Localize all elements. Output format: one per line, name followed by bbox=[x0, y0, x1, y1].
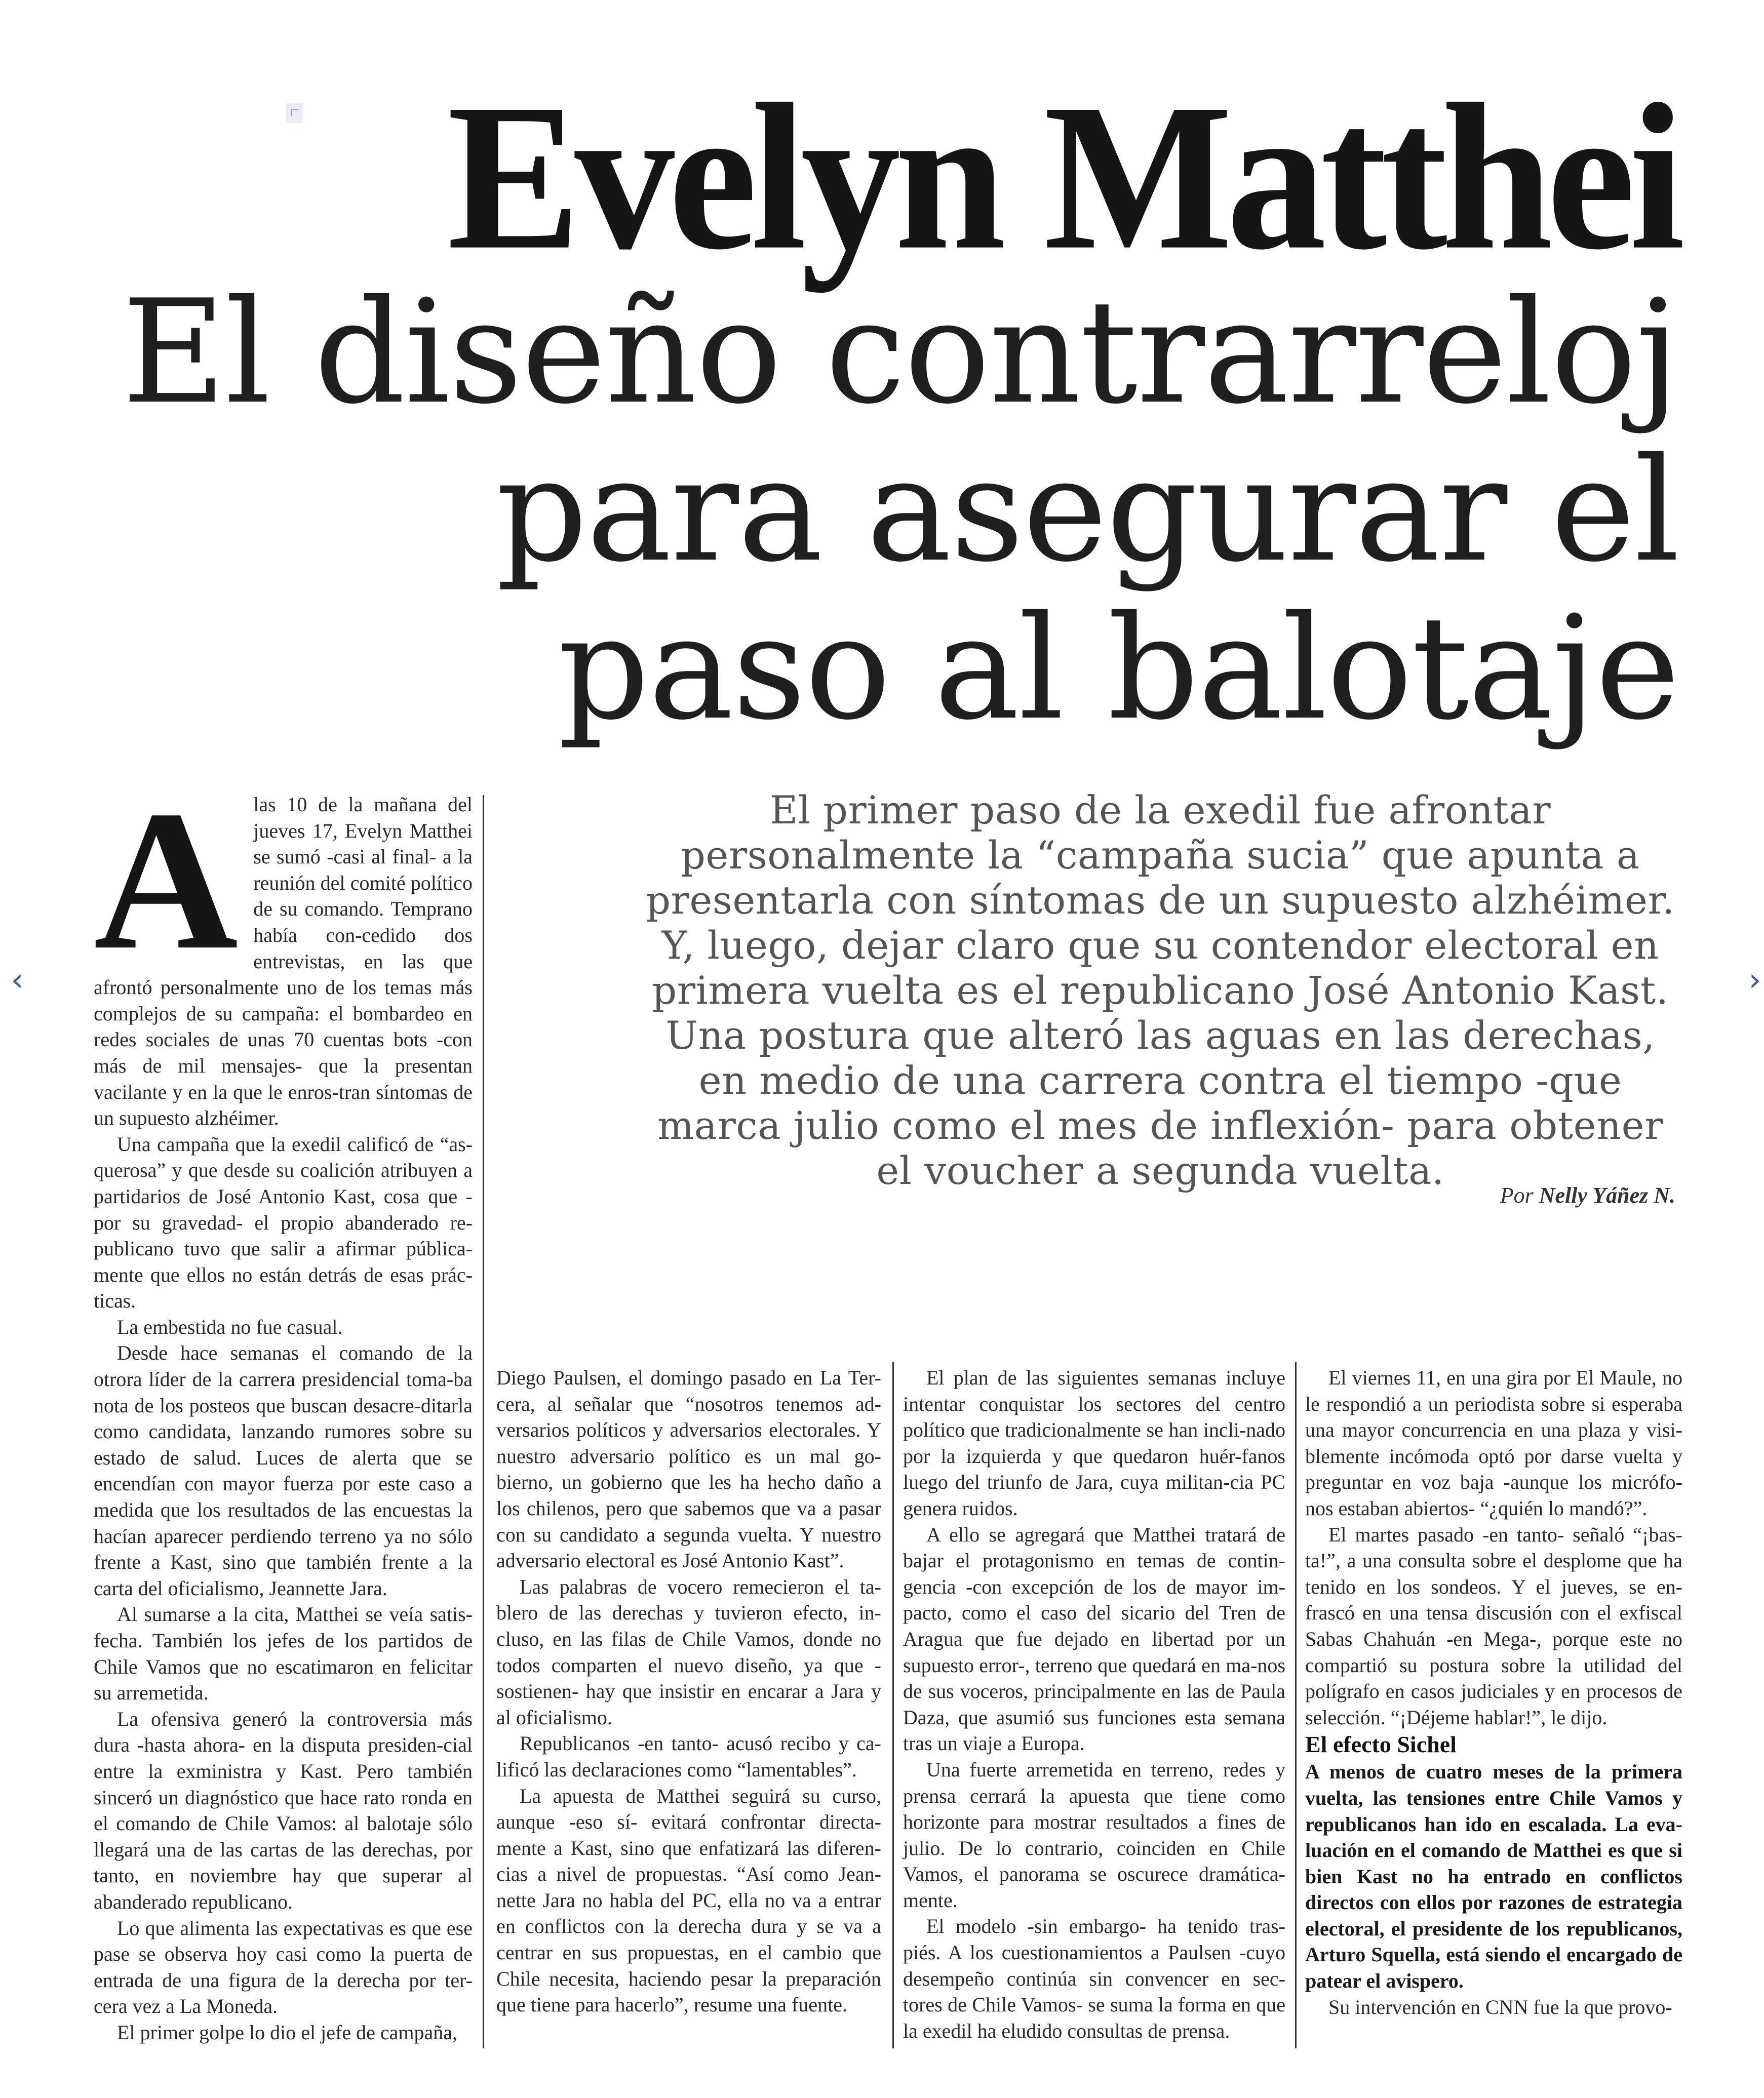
paragraph: las 10 de la mañana del jueves 17, Evelyn Matthei se sumó -casi al final- a la reunión del comité político de su comando. Temprano había con-cedido dos entrevistas, en las que afrontó personalmente uno de los temas más complejos de su campaña: el bombardeo en redes sociales de unas 70 cuentas bots -con más de mil mensajes- que la presentan vacilante y en la que le enros-tran síntomas de un supuesto alzhéimer. bbox=[94, 793, 473, 1130]
byline bbox=[1500, 1182, 1675, 1208]
paragraph: Desde hace semanas el comando de la otrora líder de la carrera presidencial toma-ba nota de los posteos que buscan desacre-ditarla como candidata, lanzando rumores sobre su estado de salud. Luces de alerta que se encendían con mayor fuerza por este caso a medida que los resultados de las encuestas la hacían aparecer perdiendo terreno ya no sólo frente a Kast, sino que también frente a la carta del oficialismo, Jeannette Jara. bbox=[94, 1341, 473, 1600]
paragraph: Lo que alimenta las expectativas es que ese pase se observa hoy casi como la puerta de entrada de una figura de la derecha por ter-cera vez a La Moneda. bbox=[94, 1916, 473, 2018]
paragraph: El viernes 11, en una gira por El Maule, no le respondió a un periodista sobre si esperaba una mayor concurrencia en una plaza y visi-blemente incómoda optó por darse vuelta y preguntar en voz baja -aunque los micrófo-nos estaban abiertos- “¿quién lo mandó?”. bbox=[1305, 1366, 1682, 1520]
column-rule bbox=[483, 795, 484, 2048]
paragraph: Una fuerte arremetida en terreno, redes y prensa cerrará la apuesta que tiene como horizonte para mostrar resultados a fines de julio. De lo contrario, coinciden en Chile Vamos, el panorama se oscurece dramática-mente. bbox=[903, 1758, 1285, 1912]
paragraph: El primer golpe lo dio el jefe de campaña, bbox=[117, 2021, 457, 2044]
next-page-arrow-icon[interactable]: › bbox=[1748, 961, 1761, 998]
column-rule bbox=[1295, 1362, 1297, 2048]
section-subhead: El efecto Sichel bbox=[1305, 1731, 1457, 1758]
paragraph: Al sumarse a la cita, Matthei se veía satis-fecha. También los jefes de los partidos de Chile Vamos que no escatimaron en felicitar su arremetida. bbox=[94, 1603, 473, 1705]
paragraph: La embestida no fue casual. bbox=[117, 1315, 343, 1338]
drop-cap: A bbox=[94, 770, 239, 991]
subtitle-line-3: paso al balotaje bbox=[558, 585, 1679, 751]
article-column-2 bbox=[496, 1365, 881, 2018]
paragraph: El plan de las siguientes semanas incluye intentar conquistar los sectores del centro político que tradicionalmente se han incli-nado por la izquierda y que quedaron huér-fanos luego del triunfo de Jara, cuya militan-cia PC genera ruidos. bbox=[903, 1366, 1285, 1520]
paragraph: La apuesta de Matthei seguirá su curso, aunque -eso sí- evitará confrontar directa-mente a Kast, sino que enfatizará las diferen-cias a nivel de propuestas. “Así como Jean-nette Jara no habla del PC, ella no va a entrar en conflictos con la derecha dura y se va a centrar en sus propuestas, en el cambio que Chile necesita, haciendo pesar la preparación que tiene para hacerlo”, resume una fuente. bbox=[496, 1784, 881, 2016]
headline-subtitle bbox=[122, 269, 1679, 751]
paragraph: El martes pasado -en tanto- señaló “¡bas-ta!”, a una consulta sobre el desplome que ha tenido en los sondeos. Y el jueves, se en-frascó en una tensa discusión con el exfiscal Sabas Chahuán -en Mega-, porque este no compartió su postura sobre la utilidad del polígrafo en casos judiciales y en procesos de selección. “¡Déjeme hablar!”, le dijo. bbox=[1305, 1523, 1682, 1729]
paragraph: Su intervención en CNN fue la que provo- bbox=[1328, 1995, 1672, 2018]
column-rule bbox=[892, 1362, 894, 2048]
paragraph: Una campaña que la exedil calificó de “as-querosa” y que desde su coalición atribuyen a partidarios de José Antonio Kast, cosa que -por su gravedad- el propio abanderado re-publicano tuvo que salir a afirmar pública-mente que ellos no están detrás de esas prác-ticas. bbox=[94, 1132, 473, 1313]
byline-prefix: Por bbox=[1500, 1183, 1534, 1208]
article-column-1 bbox=[94, 770, 473, 2046]
paragraph: Republicanos -en tanto- acusó recibo y ca-lificó las declaraciones como “lamentables”. bbox=[496, 1732, 881, 1781]
previous-page-arrow-icon[interactable]: ‹ bbox=[11, 961, 24, 998]
paragraph: Las palabras de vocero remecieron el ta-blero de las derechas y tuvieron efecto, in-cluso, en las filas de Chile Vamos, donde no todos comparten el nuevo diseño, ya que -sostienen- hay que insistir en encarar a Jara y al oficialismo. bbox=[496, 1575, 881, 1729]
headline bbox=[122, 61, 1679, 751]
subtitle-line-2: para asegurar el bbox=[496, 427, 1679, 593]
article-column-3 bbox=[903, 1365, 1285, 2044]
byline-author: Nelly Yáñez N. bbox=[1539, 1183, 1675, 1208]
paragraph: A menos de cuatro meses de la primera vuelta, las tensiones entre Chile Vamos y republicanos han ido en escalada. La eva-luación en el comando de Matthei es que si bien Kast no ha entrado en conflictos directos con ellos por razones de estrategia electoral, el presidente de los republicanos, Arturo Squella, está siendo el encargado de patear el avispero. bbox=[1305, 1760, 1682, 1993]
lede-paragraph: El primer paso de la exedil fue afrontar personalmente la “campaña sucia” que apunta a presentarla con síntomas de un supuesto alzhéimer. Y, luego, dejar claro que su contendor electoral en primera vuelta es el republicano José Antonio Kast. Una postura que alteró las aguas en las derechas, en medio de una carrera contra el tiempo -que marca julio como el mes de inflexión- para obtener el voucher a segunda vuelta. bbox=[646, 787, 1675, 1193]
paragraph: A ello se agregará que Matthei tratará de bajar el protagonismo en temas de contin-gencia -con excepción de los de mayor im-pacto, como el caso del sicario del Tren de Aragua que fue dejado en libertad por un supuesto error-, terreno que quedará en ma-nos de sus voceros, principalmente en las de Paula Daza, que asumió sus funciones esta semana tras un viaje a Europa. bbox=[903, 1523, 1285, 1755]
subtitle-line-1: El diseño contrarreloj bbox=[122, 269, 1679, 436]
article-column-4 bbox=[1305, 1365, 1682, 2020]
paragraph: La ofensiva generó la controversia más dura -hasta ahora- en la disputa presiden-cial entre la exministra y Kast. Pero también sinceró un diagnóstico que hace rato ronda en el comando de Chile Vamos: al balotaje sólo llegará una de las cartas de las derechas, por tanto, en noviembre hay que superar al abanderado republicano. bbox=[94, 1707, 473, 1913]
paragraph: El modelo -sin embargo- ha tenido tras-piés. A los cuestionamientos a Paulsen -cuyo desempeño continúa sin convencer en sec-tores de Chile Vamos- se suma la forma en que la exedil ha eludido consultas de prensa. bbox=[903, 1915, 1285, 2042]
paragraph: Diego Paulsen, el domingo pasado en La Ter-cera, al señalar que “nosotros tenemos ad-versarios políticos y adversarios electorales. Y nuestro adversario político es un mal go-bierno, un gobierno que les ha hecho daño a los chilenos, pero que sabemos que va a pasar con su candidato a segunda vuelta. Y nuestro adversario electoral es José Antonio Kast”. bbox=[496, 1366, 881, 1572]
headline-name: Evelyn Matthei bbox=[447, 61, 1679, 293]
